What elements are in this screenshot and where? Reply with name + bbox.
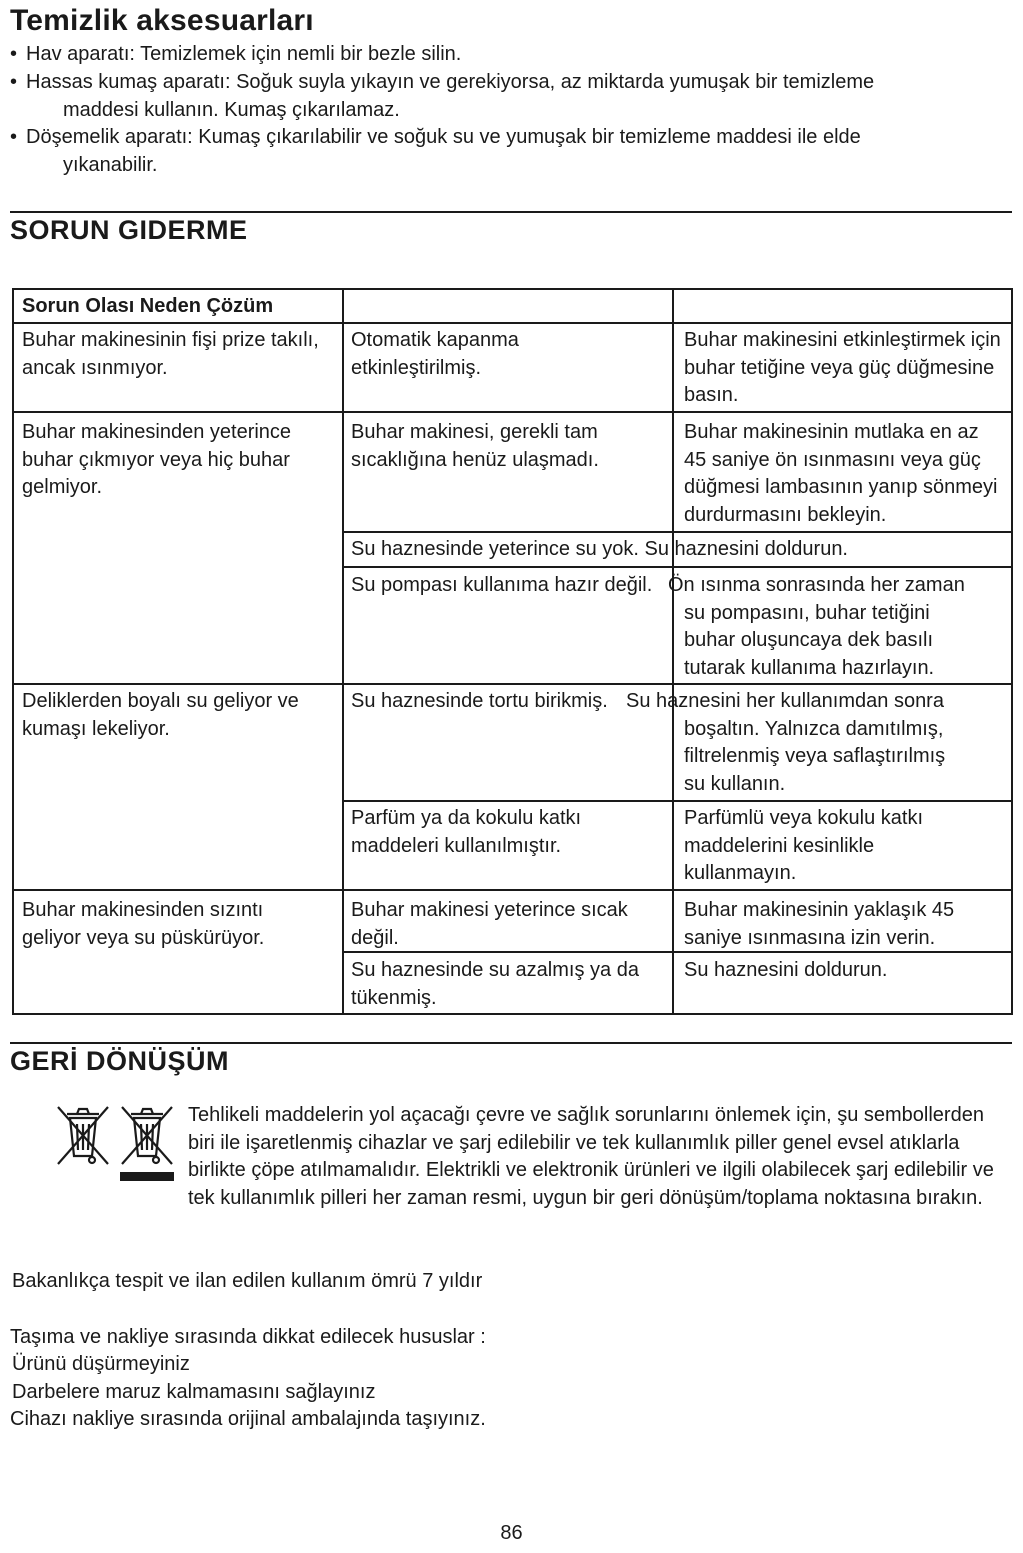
section-title-cleaning: Temizlik aksesuarları xyxy=(10,4,314,37)
cell-problem: Deliklerden boyalı su geliyor ve kumaşı lekeliyor. xyxy=(22,690,299,740)
table-border xyxy=(12,288,1013,290)
cell-problem: Buhar makinesinin fişi prize takılı, ancak ısınmıyor. xyxy=(22,329,319,379)
cell-problem: Buhar makinesinden yeterince buhar çıkmıyor veya hiç buhar gelmiyor. xyxy=(22,421,292,498)
transport-heading: Taşıma ve nakliye sırasında dikkat edilecek hususlar : xyxy=(10,1326,486,1348)
section-title-recycling: GERİ DÖNÜŞÜM xyxy=(10,1046,230,1076)
table-header: Sorun Olası Neden Çözüm xyxy=(22,295,274,317)
bullet-line: Hav aparatı: Temizlemek için nemli bir bezle silin. xyxy=(26,43,462,65)
table-border xyxy=(1011,288,1013,1015)
recycling-text: Tehlikeli maddelerin yol açacağı çevre ve sağlık sorunlarını önlemek için, şu sembollerden biri ile işaretlenmiş cihazlar ve şarj edilebilir ve tek kullanımlık piller genel evsel atıklarla birlikte çöpe atılmamalıdır. Elektrikli ve elektronik ürünleri ve ilgili olabilecek şarj edilebilir ve tek kullanımlık pilleri her zaman resmi, uygun bir geri dönüşüm/toplama noktasına bırakın. xyxy=(188,1104,994,1209)
bullet-line: Döşemelik aparatı: Kumaş çıkarılabilir ve soğuk su ve yumuşak bir temizleme maddesi ile elde xyxy=(26,126,861,148)
cell-cause: Otomatik kapanma etkinleştirilmiş. xyxy=(351,329,519,379)
cleaning-bullet-3 xyxy=(26,124,926,179)
cell-solution: Su haznesini her kullanımdan sonra boşaltın. Yalnızca damıtılmış, filtrelenmiş veya saflaştırılmış su kullanın. xyxy=(626,690,946,795)
cell-cause: Su pompası kullanıma hazır değil. xyxy=(351,574,653,596)
cell-solution: Buhar makinesinin mutlaka en az 45 saniye ön ısınmasını veya güç düğmesi lambasının yanıp sönmeyi durdurmasını bekleyin. xyxy=(684,421,998,526)
bullet-line-cont: maddesi kullanın. Kumaş çıkarılamaz. xyxy=(63,98,400,121)
table-border xyxy=(672,288,674,1015)
table-border xyxy=(12,889,1013,891)
transport-line: Cihazı nakliye sırasında orijinal ambalajında taşıyınız. xyxy=(10,1408,486,1430)
table-border xyxy=(12,322,1013,324)
bullet-marker: • xyxy=(10,43,18,65)
cell-solution: Buhar makinesinin yaklaşık 45 saniye ısınmasına izin verin. xyxy=(684,899,955,949)
table-border xyxy=(342,531,1013,533)
bullet-line-cont: yıkanabilir. xyxy=(63,153,158,176)
crossed-bin-icon xyxy=(55,1104,111,1168)
section-divider xyxy=(10,1042,1012,1044)
cell-cause: Parfüm ya da kokulu katkı maddeleri kullanılmıştır. xyxy=(351,807,582,857)
bullet-marker: • xyxy=(10,126,18,148)
table-border xyxy=(342,566,1013,568)
section-divider xyxy=(10,211,1012,213)
cell-cause: Buhar makinesi, gerekli tam sıcaklığına henüz ulaşmadı. xyxy=(351,421,599,471)
cell-cause: Su haznesinde tortu birikmiş. xyxy=(351,690,608,712)
cell-solution: Su haznesini doldurun. xyxy=(684,959,888,981)
cell-solution: Parfümlü veya kokulu katkı maddelerini kesinlikle kullanmayın. xyxy=(684,807,923,884)
cell-cause xyxy=(351,536,1001,564)
cause-text: Su haznesinde yeterince su yok. xyxy=(351,538,639,560)
cell-problem: Buhar makinesinden sızıntı geliyor veya su püskürüyor. xyxy=(22,899,265,949)
cleaning-bullet-1 xyxy=(26,41,926,69)
table-border xyxy=(342,800,1013,802)
table-border xyxy=(12,411,1013,413)
cell-cause: Buhar makinesi yeterince sıcak değil. xyxy=(351,899,628,949)
lifetime-note: Bakanlıkça tespit ve ilan edilen kullanım ömrü 7 yıldır xyxy=(12,1270,483,1292)
cell-cause: Su haznesinde su azalmış ya da tükenmiş. xyxy=(351,959,639,1009)
page-number: 86 xyxy=(500,1522,523,1544)
solution-text: Su haznesini doldurun. xyxy=(644,538,848,560)
section-title-troubleshooting: SORUN GIDERME xyxy=(10,215,248,245)
cell-solution: Buhar makinesini etkinleştirmek için buhar tetiğine veya güç düğmesine basın. xyxy=(684,329,1001,406)
cleaning-bullet-2 xyxy=(26,69,926,124)
crossed-bin-bar-icon xyxy=(119,1104,175,1184)
transport-line: Darbelere maruz kalmamasını sağlayınız xyxy=(12,1381,376,1403)
cell-solution: Ön ısınma sonrasında her zaman su pompasını, buhar tetiğini buhar oluşuncaya dek basılı tutarak kullanıma hazırlayın. xyxy=(668,574,965,679)
transport-line: Ürünü düşürmeyiniz xyxy=(12,1353,190,1375)
table-border xyxy=(342,288,344,1015)
table-border xyxy=(12,288,14,1015)
table-border xyxy=(12,683,1013,685)
bullet-line: Hassas kumaş aparatı: Soğuk suyla yıkayın ve gerekiyorsa, az miktarda yumuşak bir temizleme xyxy=(26,71,875,93)
table-border xyxy=(12,1013,1013,1015)
bullet-marker: • xyxy=(10,71,18,93)
